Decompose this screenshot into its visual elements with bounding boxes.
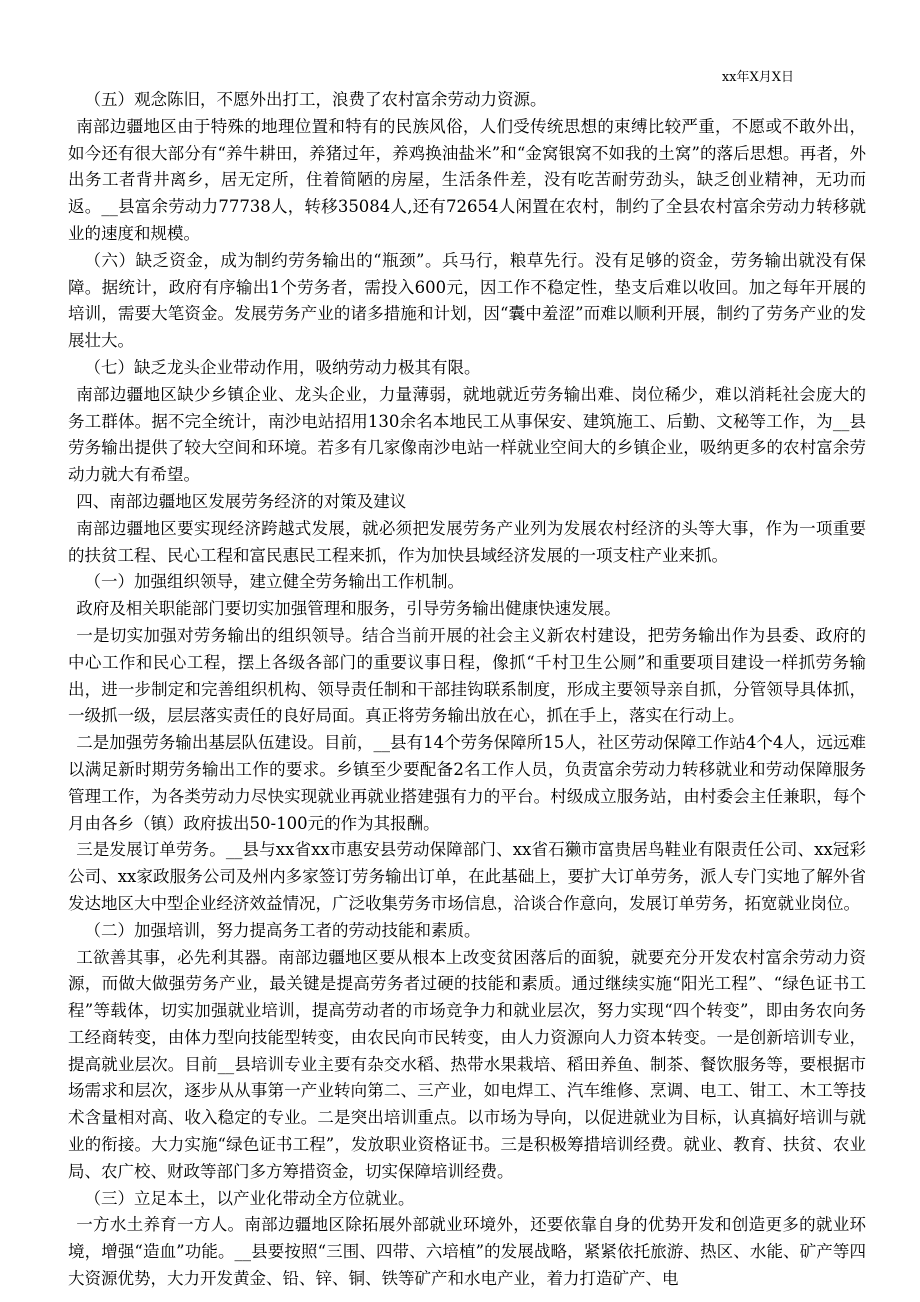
- paragraph: 工欲善其事，必先利其器。南部边疆地区要从根本上改变贫困落后的面貌，就要充分开发农村富余劳动力资源，而做大做强劳务产业，最关键是提高劳务者过硬的技能和素质。通过继续实施“阳光工程”、“绿色证书工程”等载体，切实加强就业培训，提高劳动者的市场竞争力和就业层次，努力实现“四个转变”，即由务农向务工经商转变，由体力型向技能型转变，由农民向市民转变，由人力资源向人力资本转变。一是创新培训专业，提高就业层次。目前__县培训专业主要有杂交水稻、热带水果栽培、稻田养鱼、制茶、餐饮服务等，要根据市场需求和层次，逐步从从事第一产业转向第二、三产业，如电焊工、汽车维修、烹调、电工、钳工、木工等技术含量相对高、收入稳定的专业。二是突出培训重点。以市场为导向，以促进就业为目标，认真搞好培训与就业的衔接。大力实施“绿色证书工程”，发放职业资格证书。三是积极筹措培训经费。就业、教育、扶贫、农业局、农广校、财政等部门多方筹措资金，切实保障培训经费。: [68, 947, 866, 1181]
- paragraph: （七）缺乏龙头企业带动作用，吸纳劳动力极其有限。: [84, 357, 481, 377]
- paragraph: 一方水土养育一方人。南部边疆地区除拓展外部就业环境外，还要依靠自身的优势开发和创造更多的就业环境，增强“造血”功能。__县要按照“三围、四带、六培植”的发展战略，紧紧依托旅游、热区、水能、矿产等四大资源优势，大力开发黄金、铅、锌、铜、铁等矿产和水电产业，着力打造矿产、电: [68, 1215, 866, 1289]
- paragraph: 三是发展订单劳务。__县与xx省xx市惠安县劳动保障部门、xx省石獭市富贵居鸟鞋业有限责任公司、xx冠彩公司、xx家政服务公司及州内多家签订劳务输出订单，在此基础上，要扩大订单劳务，派人专门实地了解外省发达地区大中型企业经济效益情况，广泛收集劳务市场信息，洽谈合作意向，发展订单劳务，拓宽就业岗位。: [68, 840, 866, 913]
- paragraph: 南部边疆地区缺少乡镇企业、龙头企业，力量薄弱，就地就近劳务输出难、岗位稀少，难以消耗社会庞大的务工群体。据不完全统计，南沙电站招用130余名本地民工从事保安、建筑施工、后勤、文秘等工作，为__县劳务输出提供了较大空间和环境。若多有几家像南沙电站一样就业空间大的乡镇企业，吸纳更多的农村富余劳动力就大有希望。: [68, 384, 866, 485]
- header-date: xx年X月X日: [721, 70, 794, 85]
- paragraph: 政府及相关职能部门要切实加强管理和服务，引导劳务输出健康快速发展。: [76, 599, 621, 619]
- paragraph: 南部边疆地区由于特殊的地理位置和特有的民族风俗，人们受传统思想的束缚比较严重，不愿或不敢外出，如今还有很大部分有“养牛耕田，养猪过年，养鸡换油盐米”和“金窝银窝不如我的土窝”的落后思想。再者，外出务工者背井离乡，居无定所，住着简陋的房屋，生活条件差，没有吃苦耐劳劲头，缺乏创业精神，无功而返。__县富余劳动力77738人，转移35084人,还有72654人闲置在农村，制约了全县农村富余劳动力转移就业的速度和规模。: [68, 116, 866, 243]
- paragraph: 南部边疆地区要实现经济跨越式发展，就必须把发展劳务产业列为发展农村经济的头等大事，作为一项重要的扶贫工程、民心工程和富民惠民工程来抓，作为加快县域经济发展的一项支柱产业来抓。: [68, 518, 866, 565]
- paragraph: 四、南部边疆地区发展劳务经济的对策及建议: [76, 491, 407, 511]
- paragraph: （六）缺乏资金，成为制约劳务输出的“瓶颈”。兵马行，粮草先行。没有足够的资金，劳务输出就没有保障。据统计，政府有序输出1个劳务者，需投入600元，因工作不稳定性，垫支后难以收回。加之每年开展的培训，需要大笔资金。发展劳务产业的诸多措施和计划，因“囊中羞涩”而难以顺利开展，制约了劳务产业的发展壮大。: [68, 250, 866, 351]
- paragraph: 二是加强劳务输出基层队伍建设。目前，__县有14个劳务保障所15人，社区劳动保障工作站4个4人，远远难以满足新时期劳务输出工作的要求。乡镇至少要配备2名工作人员，负责富余劳动力转移就业和劳动保障服务管理工作，为各类劳动力尽快实现就业再就业搭建强有力的平台。村级成立服务站，由村委会主任兼职，每个月由各乡（镇）政府拔出50-100元的作为其报酬。: [68, 733, 866, 833]
- paragraph: 一是切实加强对劳务输出的组织领导。结合当前开展的社会主义新农村建设，把劳务输出作为县委、政府的中心工作和民心工程，摆上各级各部门的重要议事日程，像抓“千村卫生公厕”和重要项目建设一样抓劳务输出，进一步制定和完善组织机构、领导责任制和干部挂钩联系制度，形成主要领导亲自抓，分管领导具体抓，一级抓一级，层层落实责任的良好局面。真正将劳务输出放在心，抓在手上，落实在行动上。: [68, 625, 866, 726]
- paragraph: （一）加强组织领导，建立健全劳务输出工作机制。: [84, 572, 464, 592]
- paragraph: （五）观念陈旧，不愿外出打工，浪费了农村富余劳动力资源。: [84, 90, 547, 109]
- document-body: [68, 87, 866, 1293]
- paragraph: （三）立足本土，以产业化带动全方位就业。: [84, 1188, 415, 1208]
- paragraph: （二）加强培训，努力提高务工者的劳动技能和素质。: [84, 920, 481, 940]
